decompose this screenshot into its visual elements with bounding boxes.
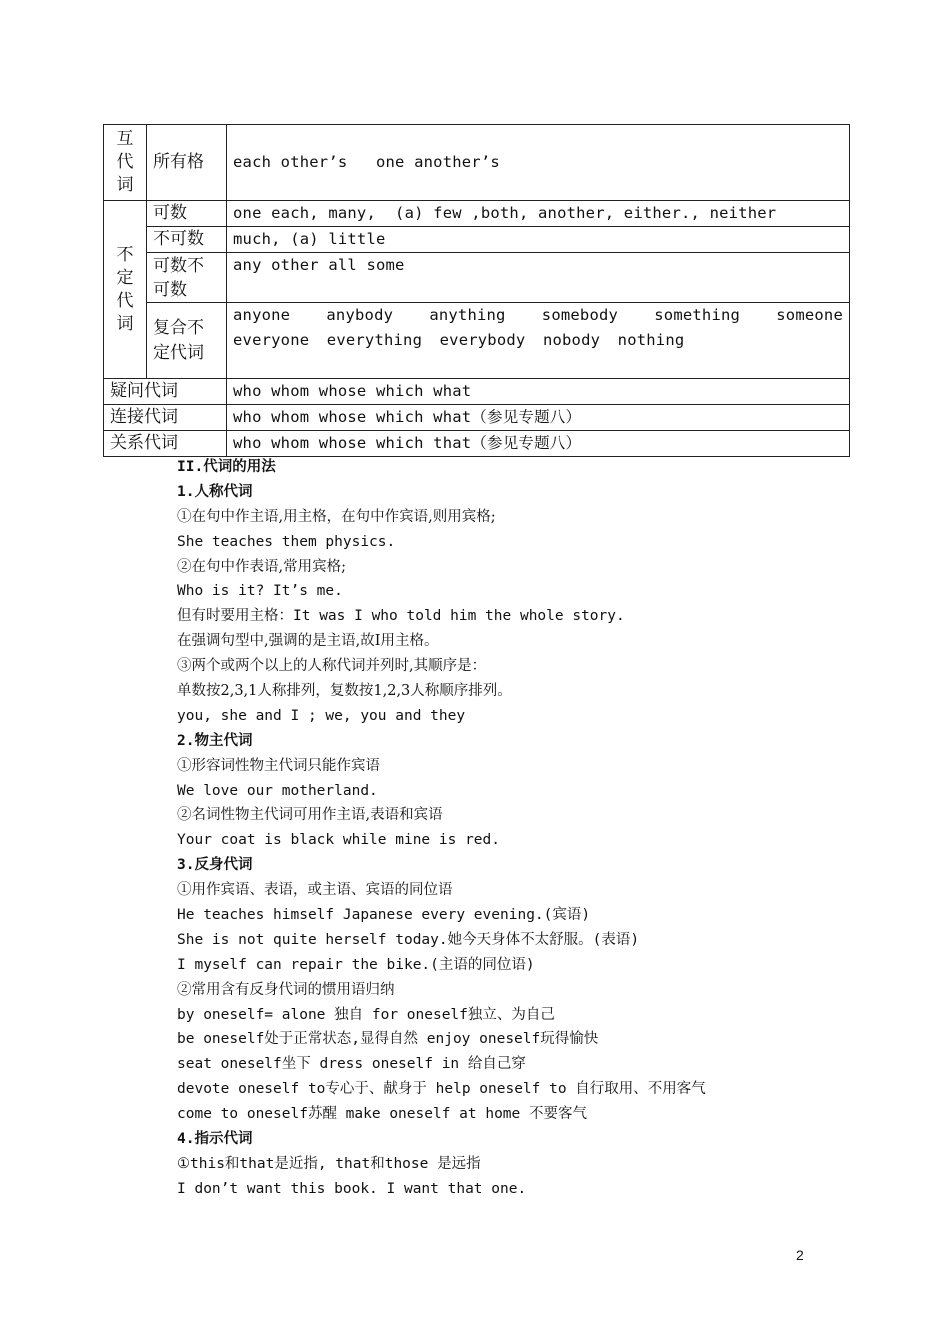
category-indefinite: 不 定 代 词 bbox=[104, 201, 147, 379]
example-sentence: We love our motherland. bbox=[177, 782, 378, 799]
pronoun-list: each other’s one another’s bbox=[227, 125, 850, 201]
table-row bbox=[104, 431, 850, 457]
example-sentence: I myself can repair the bike.(主语的同位语) bbox=[177, 956, 535, 973]
pronoun-list: who whom whose which what bbox=[227, 379, 850, 405]
table-row bbox=[104, 405, 850, 431]
idiom-line: devote oneself to专心于、献身于 help oneself to 自行取用、不用客气 bbox=[177, 1081, 706, 1098]
example-sentence: 但有时要用主格：It was I who told him the whole story. bbox=[177, 608, 625, 625]
example-sentence: She is not quite herself today.她今天身体不太舒服。(表语) bbox=[177, 931, 640, 948]
table-row bbox=[104, 303, 850, 379]
rule-text: 在强调句型中,强调的是主语,故I用主格。 bbox=[177, 633, 439, 650]
table-row bbox=[104, 201, 850, 227]
idiom-line: come to oneself苏醒 make oneself at home 不要客气 bbox=[177, 1106, 587, 1123]
subcategory-label: 复合不定代词 bbox=[147, 303, 227, 379]
subcategory-label: 可数 bbox=[147, 201, 227, 227]
subcategory-label: 可数不可数 bbox=[147, 253, 227, 303]
example-sentence: you, she and I ; we, you and they bbox=[177, 707, 466, 724]
subsection-heading: 3.反身代词 bbox=[177, 857, 253, 874]
subsection-heading: 4.指示代词 bbox=[177, 1131, 253, 1148]
category-relative: 关系代词 bbox=[104, 431, 227, 457]
pronoun-list: any other all some bbox=[227, 253, 850, 303]
example-sentence: I don’t want this book. I want that one. bbox=[177, 1180, 527, 1197]
rule-text: ①用作宾语、表语，或主语、宾语的同位语 bbox=[177, 882, 453, 899]
idiom-line: seat oneself坐下 dress oneself in 给自己穿 bbox=[177, 1056, 526, 1073]
category-conjunctive: 连接代词 bbox=[104, 405, 227, 431]
subsection-heading: 1.人称代词 bbox=[177, 483, 253, 500]
category-reciprocal: 互 代 词 bbox=[104, 125, 147, 201]
rule-text: ①形容词性物主代词只能作宾语 bbox=[177, 757, 380, 774]
example-sentence: Who is it? It’s me. bbox=[177, 583, 343, 600]
pronoun-list: who whom whose which that（参见专题八） bbox=[227, 431, 850, 457]
section-heading: II.代词的用法 bbox=[177, 459, 276, 475]
rule-text: ②常用含有反身代词的惯用语归纳 bbox=[177, 981, 395, 998]
idiom-line: be oneself处于正常状态,显得自然 enjoy oneself玩得愉快 bbox=[177, 1031, 599, 1048]
pronoun-table bbox=[103, 124, 850, 457]
rule-text: ①this和that是近指, that和those 是远指 bbox=[177, 1155, 481, 1172]
table-row bbox=[104, 125, 850, 201]
idiom-line: by oneself= alone 独自 for oneself独立、为自己 bbox=[177, 1006, 555, 1023]
pronoun-list: who whom whose which what（参见专题八） bbox=[227, 405, 850, 431]
table-row bbox=[104, 227, 850, 253]
rule-text: ①在句中作主语,用主格，在句中作宾语,则用宾格; bbox=[177, 508, 496, 525]
example-sentence: She teaches them physics. bbox=[177, 533, 396, 550]
rule-text: ②在句中作表语,常用宾格; bbox=[177, 558, 346, 575]
subsection-heading: 2.物主代词 bbox=[177, 732, 253, 749]
example-sentence: Your coat is black while mine is red. bbox=[177, 832, 501, 849]
rule-text: 单数按2,3,1人称排列，复数按1,2,3人称顺序排列。 bbox=[177, 683, 512, 700]
example-sentence: He teaches himself Japanese every evening.(宾语) bbox=[177, 907, 591, 924]
pronoun-list: much, (a) little bbox=[227, 227, 850, 253]
rule-text: ③两个或两个以上的人称代词并列时,其顺序是： bbox=[177, 658, 487, 675]
rule-text: ②名词性物主代词可用作主语,表语和宾语 bbox=[177, 807, 443, 824]
category-interrogative: 疑问代词 bbox=[104, 379, 227, 405]
pronoun-list: one each, many, (a) few ,both, another, either., neither bbox=[227, 201, 850, 227]
table-row bbox=[104, 379, 850, 405]
subcategory-label: 不可数 bbox=[147, 227, 227, 253]
table-row bbox=[104, 253, 850, 303]
subcategory-label: 所有格 bbox=[147, 125, 227, 201]
usage-section bbox=[177, 455, 877, 1202]
pronoun-list: anyone anybody anything somebody something someone everyone everything everybody nobody nothing bbox=[227, 303, 850, 379]
page-number: 2 bbox=[796, 1247, 804, 1263]
